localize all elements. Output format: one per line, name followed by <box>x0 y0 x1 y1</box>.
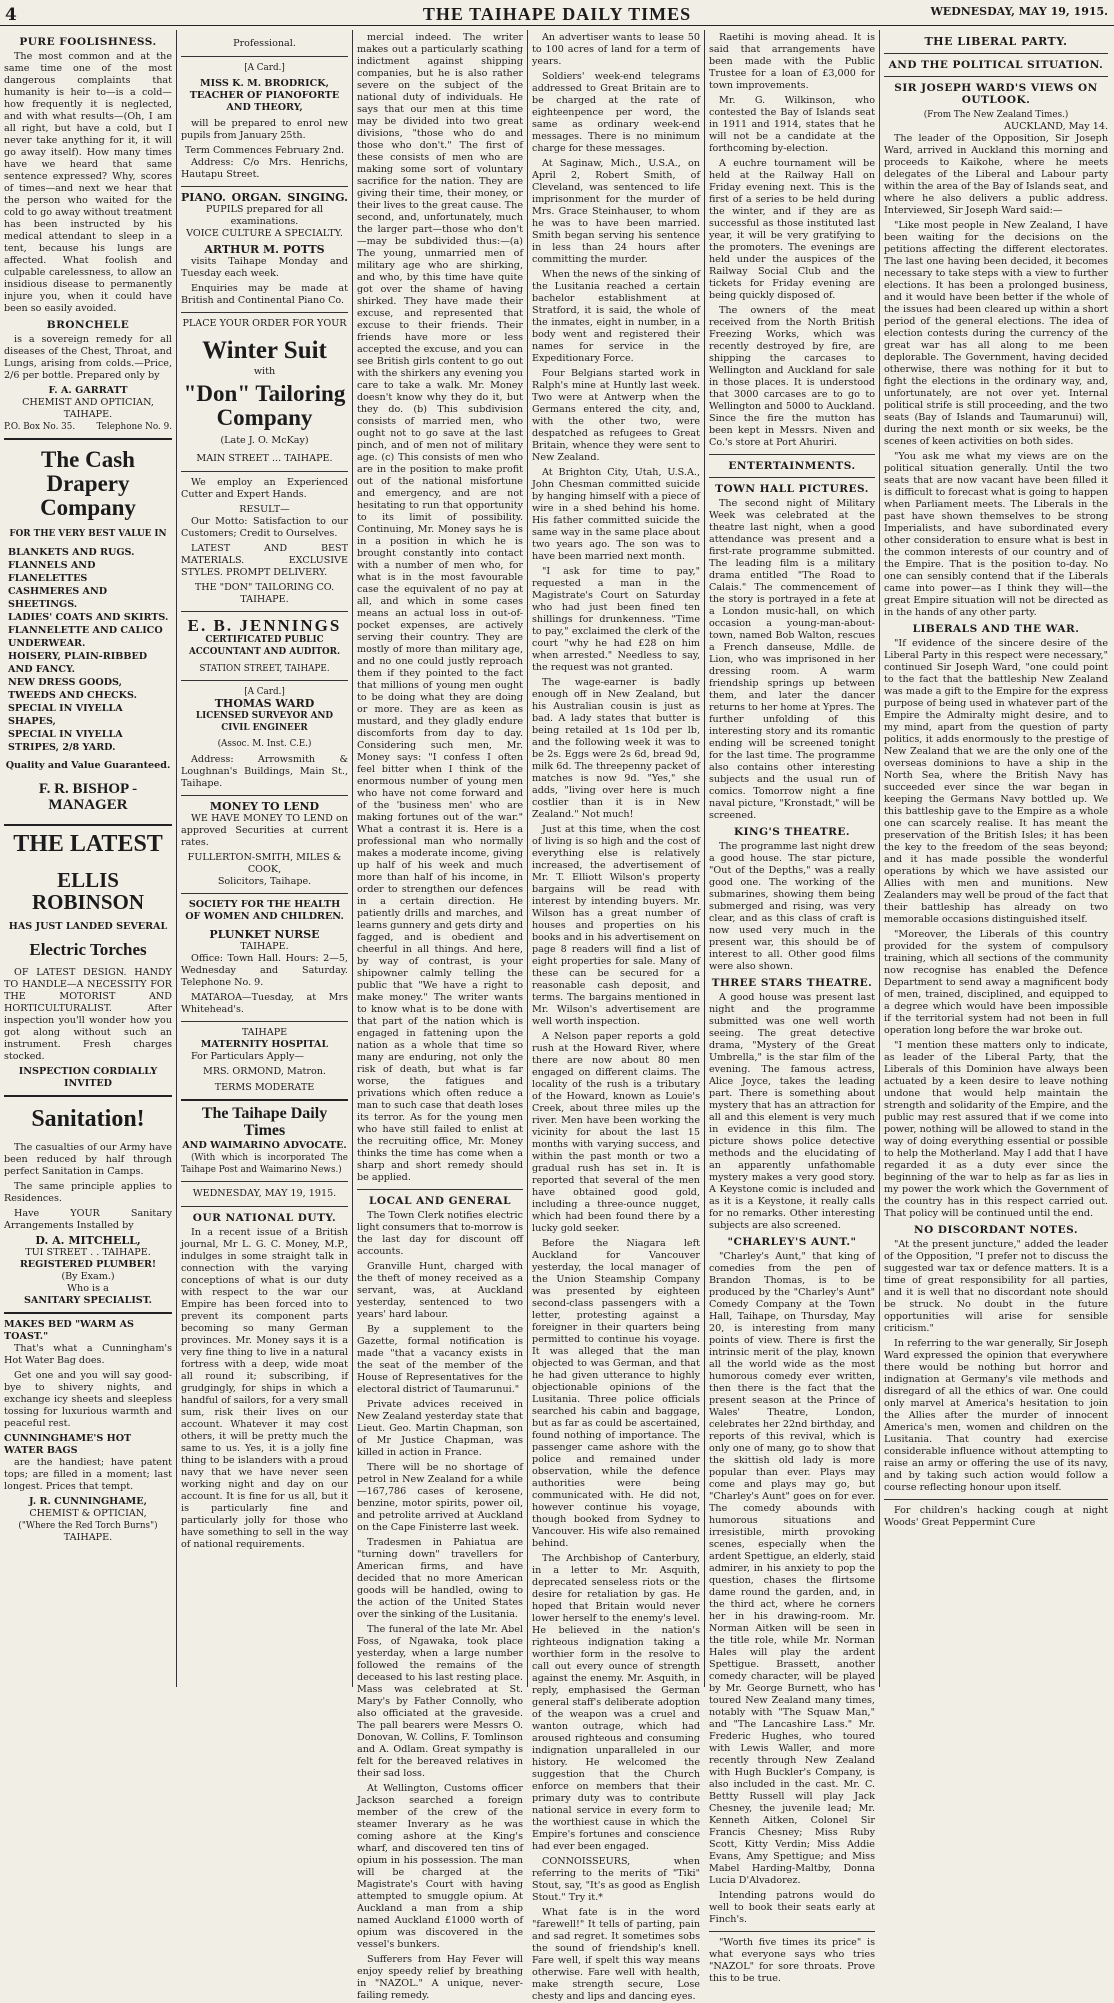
list-item: LADIES' COATS AND SKIRTS. <box>8 612 169 624</box>
headline: OUR NATIONAL DUTY. <box>192 1211 337 1224</box>
ad-text: CERTIFICATED PUBLIC ACCOUNTANT AND AUDITOR. <box>188 635 341 658</box>
ad-text: Quality and Value Guaranteed. <box>5 760 171 772</box>
news-item: An advertiser wants to lease 50 to 100 acres of land for a term of years. <box>532 32 700 67</box>
advertiser-address: TUI STREET . . TAIHAPE. <box>25 1247 151 1259</box>
list-item: FLANNELS AND FLANELETTES <box>8 560 96 585</box>
ad-text: The same principle applies to Residences. <box>4 1181 172 1205</box>
ad-headline: MATERNITY HOSPITAL <box>200 1039 329 1051</box>
ad-text: Address: C/o Mrs. Henrichs, Hautapu Street. <box>181 157 348 180</box>
news-item: At Saginaw, Mich., U.S.A., on April 2, Robert Smith, of Cleveland, was sentenced to life imprisonment for the murder of Mrs. Grace Steinhauser, to whom he was to have been married. Smith began serving his sentence in less than 24 hours after committing the murder. <box>532 158 700 265</box>
advertiser-name: THE "DON" TAILORING CO. <box>194 581 335 593</box>
subheading: SIR JOSEPH WARD'S VIEWS ON OUTLOOK. <box>894 82 1098 106</box>
list-item: SPECIAL IN VIYELLA STRIPES, 2/8 YARD. <box>8 729 123 754</box>
news-item: Just at this time, when the cost of living is so high and the cost of everything else is relatively increased, the advertisement of Mr. T. Elliott Wilson's property bargains will be read with interest by intending buyers. Mr. Wilson has a great number of houses and properties on his books and in his advertisement on page 8 readers will find a list of eight properties for sale. Many of these can be secured for a reasonable cash deposit, and terms. The bargains mentioned in Mr. Wilson's advertisement are well worth inspection. <box>532 824 700 1027</box>
news-item: Sufferers from Hay Fever will enjoy speedy relief by breathing in "NAZOL." A unique, never-failing remedy. <box>357 1954 523 2001</box>
advertiser-name: D. A. MITCHELL, <box>35 1234 141 1248</box>
ad-text: Our Motto: Satisfaction to our Customers; Credit to Ourselves. <box>181 515 348 539</box>
card-label: [A Card.] <box>244 687 285 698</box>
article-text: A good house was present last night and the programme submitted was one well worth seeing. The great detective drama, "Mystery of the Great Umbrella," is the star film of the evening. The famous actress, Alice Joyce, takes the leading part. There is something about mystery that has an attraction for all and this element is very much in evidence in this film. The picture shows police detective methods and the elucidating of an apparently unfathomable mystery makes a very good story. A Keystone comic is included and as it is a Keystone, it really calls for no remarks. Other interesting subjects are also screened. <box>709 992 875 1231</box>
article-text: The leader of the Opposition, Sir Joseph Ward, arrived in Auckland this morning and proceeds to Kaikohe, where he meets delegates of the Liberal and Labour party within the area of the Bay of Islands seat, and where he also delivers a public address. Interviewed, Sir Joseph Ward said:— <box>884 133 1108 216</box>
ad-text: RESULT— <box>239 503 290 515</box>
issue-date: WEDNESDAY, MAY 19, 1915. <box>192 1187 337 1199</box>
ad-text: INSPECTION CORDIALLY INVITED <box>18 1066 158 1090</box>
advertiser-name: ELLIS ROBINSON <box>31 868 145 915</box>
ad-text: REGISTERED PLUMBER! <box>19 1259 157 1271</box>
article-text: Intending patrons would do well to book their seats early at Finch's. <box>709 1890 875 1925</box>
ad-text: PUPILS prepared for all examinations. <box>205 204 324 227</box>
subheading: "CHARLEY'S AUNT." <box>727 1236 857 1248</box>
ad-headline: "Don" Tailoring Company <box>183 381 346 431</box>
ad-text: Get one and you will say good-bye to shivery nights, and exchange icy sheets and sleepless tossing for luxurious warmth and peaceful rest. <box>4 1370 172 1430</box>
ad-text: WE HAVE MONEY TO LEND on approved Securities at current rates. <box>181 813 348 849</box>
news-item: What fate is in the word "farewell!" It tells of parting, pain and sad regret. It sometimes sobs the sound of friendship's knell. Fare well, if spelt this way means otherwise. Fare well with health, make strength secure, Lose chesty and lips and dancing eyes. <box>532 1907 700 2002</box>
ad-text: We employ an Experienced Cutter and Expert Hands. <box>181 476 348 500</box>
ad-text: (Assoc. M. Inst. C.E.) <box>217 739 312 750</box>
ad-headline: Winter Suit <box>202 337 327 364</box>
news-item: The Archbishop of Canterbury, in a letter to Mr. Asquith, deprecated senseless riots or the desire for retaliation by gas. He hoped that Britain would never lower herself to the enemy's level. He believed in the nation's righteous indignation taking a worthier form in the resolve to call out every ounce of strength against the enemy. Mr. Asquith, in reply, emphasised the German general staff's deliberate adoption of the weapon was a cruel and wanton outrage, which had aroused righteous and consuming indignation unparalleled in our history. He welcomed the suggestion that the Church enforce on members that their primary duty was to contribute national service in every form to the worthiest cause in which the Empire's fortunes and conscience had ever been engaged. <box>532 1553 700 1852</box>
product-name: Electric Torches <box>29 940 147 960</box>
ad-text: Solicitors, Taihape. <box>217 876 312 888</box>
ad-text: SANITARY SPECIALIST. <box>24 1295 152 1307</box>
news-item: Four Belgians started work in Ralph's mine at Huntly last week. Two were at Antwerp when the Germans entered the city, and, with the other two, were despatched as refugees to Great Britain, whence they were sent to New Zealand. <box>532 368 700 463</box>
ad-text: For Particulars Apply— <box>191 1051 304 1063</box>
advertiser-town: TAIHAPE. <box>63 1532 113 1544</box>
manager-name: F. R. BISHOP - MANAGER <box>38 781 138 814</box>
ad-text: LICENSED SURVEYOR AND CIVIL ENGINEER <box>195 711 334 734</box>
ad-headline: CUNNINGHAME'S HOT WATER BAGS <box>4 1433 132 1457</box>
advertiser-town: TAIHAPE <box>241 1027 288 1039</box>
article-text: In a recent issue of a British journal, Mr L. G. C. Money, M.P., indulges in some straight talk in connection with the varying conceptions of what is our duty with respect to the war our Empire has been forced into to prevent its component parts becoming so many German provinces. Mr. Money says it is a very fine thing to live in a natural fortress with a deep, wide moat all round it; subscribing, if grudgingly, for ships in which a handful of sailors, for a very small sum, risk their lives on our account. Whatever it may cost others, it will be pretty much the same to us. Yes, it is a jolly fine thing to be islanders with a proud navy that we have never seen working night and day on our account. It is fine for us all, but it is particularly fine and particularly jolly for those who have something to sell in the way of national requirements. <box>181 1226 348 1550</box>
ad-headline: The Cash Drapery Company <box>40 447 136 521</box>
ad-item-list <box>4 546 172 754</box>
subheading: AND THE POLITICAL SITUATION. <box>888 59 1104 71</box>
news-item: CONNOISSEURS, when referring to the merits of "Tiki" Stout, say, "It's as good as English Stout." Try it.* <box>532 1856 700 1903</box>
advertiser-town: TAIHAPE. <box>63 409 113 420</box>
news-item: There will be no shortage of petrol in New Zealand for a while—167,786 cases of kerosene, benzine, motor spirits, power oil, and petrolite arrived at Auckland on the Cape Finisterre last week. <box>357 1462 523 1533</box>
subheading: THREE STARS THEATRE. <box>711 977 873 989</box>
advertiser-address: STATION STREET, TAIHAPE. <box>199 664 330 675</box>
ad-text: That's what a Cunningham's Hot Water Bag does. <box>4 1343 172 1367</box>
ad-text: Have YOUR Sanitary Arrangements Installed by <box>4 1208 172 1232</box>
advertiser-name: MRS. ORMOND, Matron. <box>203 1066 326 1078</box>
news-item: At Wellington, Customs officer Jackson searched a foreign member of the crew of the steamer Inverary as he was coming ashore at the King's wharf, and discovered ten tins of opium in his possession. The man will be charged at the Magistrate's Court with having attempted to smuggle opium. At Auckland a man from a ship named Auckland £1000 worth of opium was discovered in the vessel's bunkers. <box>357 1783 523 1950</box>
news-item: Mr. G. Wilkinson, who contested the Bay of Islands seat in 1911 and 1914, states that he will not be a candidate at the forthcoming by-election. <box>709 95 875 154</box>
headline: THE LIBERAL PARTY. <box>924 35 1068 48</box>
article-text: The programme last night drew a good house. The star picture, "Out of the Depths," was a really good one. The working of the submarines, showing them being submerged and rising, was very clear, and as this class of craft is now used very much in the present war, this should be of interest to all. Other good films were also shown. <box>709 841 875 972</box>
headline: LOCAL AND GENERAL <box>369 1195 511 1207</box>
ad-text: The casualties of our Army have been reduced by half through perfect Sanitation in Camps. <box>4 1142 172 1178</box>
ad-text: Office: Town Hall. Hours: 2—5, Wednesday and Saturday. Telephone No. 9. <box>181 953 348 989</box>
news-item: "Worth five times its price" is what everyone says who tries "NAZOL" for sore throats. Prove this to be true. <box>709 1937 875 1984</box>
ad-text: Address: Arrowsmith & Loughnan's Buildings, Main St., Taihape. <box>181 754 348 790</box>
article-text: "You ask me what my views are on the political situation generally. Until the two seats that are now vacant have been filled it is difficult to forecast what is going to happen when Parliament meets. The Liberals in the past have shown themselves to be strong Imperialists, and have subordinated every other consideration to ensure what is best in the common interests of our country and of the Empire. That is the position to-day. No one can sensibly contend that if the Liberals came into power—as I think they will—the great Empire situation will not be directed as in the hands of any other party. <box>884 451 1108 618</box>
article-text: "Moreover, the Liberals of this country provided for the system of compulsory training, which all sections of the community now recognise has enabled the Defence Department to send away a magnificent body of men, trained, disciplined, and equipped to a degree which would have been impossible if the territorial system had not been in full operation long before the war broke out. <box>884 929 1108 1036</box>
headline: ENTERTAINMENTS. <box>728 460 856 472</box>
ad-text: visits Taihape Monday and Tuesday each week. <box>181 256 348 279</box>
article-text: "At the present juncture," added the leader of the Opposition, "I prefer not to discuss the suggested war tax or defence matters. It is a time of great responsibility for all parties, and it is well that no discordant note should be struck. No doubt in the future opportunities will arise for sensible criticism." <box>884 1239 1108 1334</box>
advertiser-role: CHEMIST & OPTICIAN, <box>29 1508 147 1520</box>
subheading: LIBERALS AND THE WAR. <box>912 623 1080 635</box>
column-1 <box>0 32 176 1687</box>
headline: PURE FOOLISHNESS. <box>19 36 157 48</box>
ad-text: Enquiries may be made at British and Continental Piano Co. <box>181 283 348 306</box>
news-item: By a supplement to the Gazette, formal notification is made "that a vacancy exists in the seat of the member of the House of Representatives for the electoral district of Taumarunui." <box>357 1324 523 1395</box>
advertiser-role: CHEMIST AND OPTICIAN, <box>22 397 154 408</box>
advertiser-name: FULLERTON-SMITH, MILES & COOK, <box>187 852 342 876</box>
subheading: TOWN HALL PICTURES. <box>715 483 869 495</box>
ad-text: with <box>253 366 276 378</box>
dateline: AUCKLAND, May 14. <box>1004 121 1108 132</box>
article-text: In referring to the war generally, Sir Joseph Ward expressed the opinion that everywhere there would be nothing but horror and indignation at Germany's vile methods and disregard of all the ethics of war. One could only marvel at America's hesitation to join the Allies after the murder of innocent America's men, women and children on the Lusitania. That country had exercise considerable influence without attempting to raise an army or offering the use of its navy, and by taking such action would follow a course reflecting honour upon itself. <box>884 1338 1108 1493</box>
ad-text: AND WAIMARINO ADVOCATE. <box>182 1139 347 1151</box>
ad-headline: PLUNKET NURSE <box>209 928 320 942</box>
news-item: Soldiers' week-end telegrams addressed to Great Britain are to be charged at the rate of eighteenpence per word, the same as ordinary week-end messages. There is no minimum charge for these messages. <box>532 71 700 154</box>
subheading: KING'S THEATRE. <box>733 826 851 838</box>
ad-text: is a sovereign remedy for all diseases of the Chest, Throat, and Lungs, arising from colds.—Price, 2/6 per bottle. Prepared only by <box>4 334 172 381</box>
ad-text: (Late J. O. McKay) <box>220 434 309 446</box>
advertiser-name: J. R. CUNNINGHAME, <box>29 1496 147 1508</box>
newspaper-title: THE TAIHAPE DAILY TIMES <box>422 4 692 24</box>
ad-text: SINGING. <box>287 191 348 204</box>
list-item: FLANNELETTE AND CALICO UNDERWEAR. <box>8 625 163 650</box>
advertiser-name: MISS K. M. BRODRICK, TEACHER OF PIANOFORTE AND THEORY, <box>189 78 340 113</box>
telephone: Telephone No. 9. <box>96 422 172 432</box>
news-item: When the news of the sinking of the Lusitania reached a certain bachelor establishment at Stratford, it is said, the whole of the inmates, eight in number, in a body went and registered their names for service in the Expeditionary Force. <box>532 269 700 364</box>
ad-headline: Sanitation! <box>31 1106 145 1133</box>
ad-text: (With which is incorporated The Taihape Post and Waimarino News.) <box>181 1152 348 1175</box>
ad-text: ORGAN. <box>231 191 282 204</box>
ad-text: VOICE CULTURE A SPECIALTY. <box>186 228 343 239</box>
ad-text: LATEST AND BEST MATERIALS. EXCLUSIVE STYLES. PROMPT DELIVERY. <box>181 542 348 578</box>
news-item: Private advices received in New Zealand yesterday state that Lieut. Geo. Martin Chapman, son of Mr Justice Chapman, was killed in action in France. <box>357 1399 523 1458</box>
list-item: SPECIAL IN VIYELLA SHAPES, <box>8 703 123 728</box>
column-4 <box>528 32 704 2002</box>
ad-text: MATAROA—Tuesday, at Mrs Whitehead's. <box>181 992 348 1016</box>
ad-text: Who is a <box>67 1283 109 1295</box>
list-item: CASHMERES AND SHEETINGS. <box>8 586 108 611</box>
news-item: "I ask for time to pay," requested a man in the Magistrate's Court on Saturday who had just been fined ten shillings for drunkenness. "Time to pay," exclaimed the clerk of the court "why he had £28 on him when arrested." Needless to say, the request was not granted. <box>532 566 700 673</box>
ad-headline: MAKES BED "WARM AS TOAST." <box>4 1319 134 1343</box>
advertiser-name: THOMAS WARD <box>214 697 315 711</box>
ad-text: will be prepared to enrol new pupils from January 25th. <box>181 118 348 141</box>
article-text: "Like most people in New Zealand, I have been waiting for the decisions on the petitions affecting the different electorates. The last one having been decided, it becomes necessary to take steps with a view to further elections. It has been a prolonged business, and it would have been better if the whole of the issues had been cleared up within a short period of the general elections. The idea of election contests during the currency of the great war has all along to me been deplorable. The Government, having decided otherwise, there was nothing for it but to fight the elections in the ordinary way, and, unfortunately, are not over yet. Internal political strife is still proceeding, and the two seats (Bay of Islands and Taumarunui) will, during the next month or six weeks, be the scenes of keen activities on both sides. <box>884 220 1108 447</box>
ad-text: FOR THE VERY BEST VALUE IN <box>9 529 167 540</box>
advertiser-name: E. B. JENNINGS <box>187 615 342 635</box>
advertiser-name: ARTHUR M. POTTS <box>204 243 325 256</box>
issue-date: WEDNESDAY, MAY 19, 1915. <box>930 5 1108 18</box>
section-label: Professional. <box>233 38 296 49</box>
news-item: Tradesmen in Pahiatua are "turning down" travellers for American firms, and have decided that no more American goods will be handled, owing to the action of the United States over the sinking of the Lusitania. <box>357 1537 523 1620</box>
column-6 <box>880 32 1114 1687</box>
news-item: Raetihi is moving ahead. It is said that arrangements have been made with the Public Trustee for a loan of £3,000 for town improvements. <box>709 32 875 91</box>
list-item: NEW DRESS GOODS, TWEEDS AND CHECKS. <box>8 677 137 702</box>
news-item: Before the Niagara left Auckland for Vancouver yesterday, the local manager of the Union Steamship Company was presented by eighteen second-class passengers with a letter, protesting against a foreigner in their quarters being permitted to continue his voyage. It was alleged that the man objected to was German, and that he had given utterance to highly objectionable opinions of the Lusitania. Three police officials searched his cabin and baggage, but as far as could be ascertained, found nothing of importance. The passenger came ashore with the police and remained under observation, while the defence authorities were being communicated with. He did not, however continue his voyage, though booked from Sydney to Vancouver. His wife also remained behind. <box>532 1238 700 1549</box>
article-text: "I mention these matters only to indicate, as leader of the Liberal Party, that the Liberals of this Dominion have always been actuated by a keen desire to leave nothing undone that would help maintain the strength and solidarity of the Empire, and the public may rest assured that if we come into power, nothing will be allowed to stand in the way of doing everything essential or possible to help the Motherland. May I add that I have regarded it as a duty ever since the beginning of the war to help as far as lies in my power the work which the Government of the country has in this respect carried out. That policy will be continued until the end. <box>884 1040 1108 1219</box>
news-item: A Nelson paper reports a gold rush at the Howard River, where there are now about 80 men engaged on different claims. The locality of the rush is a tributary of the Howard, known as Louie's Creek, about three miles up the river. Men have been working the vicinity for about the last 15 months with varying success, and within the past month or two a gradual rush has set in. It is reported that several of the men have obtained good gold, including a three-ounce nugget, which had been found there by a lucky gold seeker. <box>532 1031 700 1234</box>
article-text: mercial indeed. The writer makes out a particularly scathing indictment against shipping companies, but he is also rather severe on the subject of the national duty of individuals. He says that our men at this time may be divided into two great divisions, "those who do and those who don't." The first of these consists of men who are making some sort of voluntary sacrifice for the nation. They are giving their time, their money, or their lives to the great cause. The second, and, unfortunately, much the larger part—those who don't—may be subdivided thus:—(a) The young, unmarried men of military age who are shirking, and who, by this time have quite got over the shame of having shirked. They have made their excuse, and represented that excuse to their friends. Their friends have more or less accepted the excuse, and you can see British girls content to go out with the shirkers any evening you care to take a walk. Mr. Money doesn't know why they do it, but they do. (b) This subdivision consists of married men, who ought not to go save at the last pinch, and of men not of military age. (c) This consists of men who are in the position to make profit out of the national misfortune and emergency, and are not hesitating to run that opportunity to its limit of possibility. Continuing, Mr. Money says he is in a position in which he is brought constantly into contact with a number of men who, for what is in the most favourable case the equivalent of no pay at all, and which in some cases means an actual loss in out-of-pocket expenses, are actively serving their country. They are mostly of more than military age, and no one could justly reproach them if they pointed to the fact that millions of young men ought to be doing what they are doing or more. They are as keen as mustard, and they gladly endure discomforts from day to day. Considering such men, Mr. Money says: "I confess I often feel bitter when I think of the enormous number of young men who have not come forward and of the 'business men' who are making fortunes out of the war." What a contrast it is. Here is a professional man who normally makes a moderate income, giving up half of his week and much more than half of his income, in order to strengthen our defences in a certain direction. He patiently drills and marches, and learns gunnery and gets dirty and fagged, and is obedient and cheerful in all things. And here, by way of contrast, is your shipowner calmly telling the public that "We have a right to make money." The writer wants to know what is to be done with that part of the nation which is engaged in fattening upon the nation as a whole that time so many are enduring, not only the risk of death, but what is far worse, the fatigues and privations which often reduce a man to such case that death loses its terror. As for the young men who have still failed to enlist at the recruiting office, Mr. Money thinks the time has come when a sharp and short remedy should be applied. <box>357 32 523 1183</box>
masthead <box>0 0 1114 26</box>
ad-text: TERMS MODERATE <box>214 1082 315 1094</box>
ad-text: are the handiest; have patent tops; are filled in a moment; last longest. Prices that tempt. <box>4 1457 172 1493</box>
article-text: "Charley's Aunt," that king of comedies from the pen of Brandon Thomas, is to be produced by the "Charley's Aunt" Comedy Company at the Town Hall, Taihape, on Thursday, May 20, is interesting from many points of view. There is first the intrinsic merit of the play, known all the world wide as the most humorous comedy ever written, then there is the fact that the present season at the Prince of Wales' Theatre, London, celebrates her 22nd birthday, and reports of this revival, which is only one of many, go to show that the skittish old lady is more popular than ever. Plays may come and plays may go, but "Charley's Aunt" goes on for ever. The comedy abounds with humorous situations and irresistible, mirth provoking scenes, especially when the ardent Spettigue, an elderly, staid admirer, in his anxiety to pop the question, chases the flirtsome dame round the garden, and, in the third act, where he corners her in his drawing-room. Mr. Norman Aitken will be seen in the title role, while Mr. Norman Hales will play the ardent Spettigue. Brassett, another comedy character, will be played by Mr. George Burnett, who has toured New Zealand many times, notably with "The Squaw Man," and "The Lancashire Lass." Mr. Frederic Hughes, who toured with Lewis Waller, and more recently through New Zealand with Hugh Buckler's Company, is also included in the cast. Mr. C. Bettty Russell will play Jack Chesney, the juvenile lead; Mr. Kenneth Aitken, Colonel Sir Francis Chesney; Miss Ruby Scott, Kitty Verdin; Miss Addie Evans, Amy Spettigue; and Miss Mabel Harding-Maltby, Donna Lucia D'Alvadorez. <box>709 1251 875 1886</box>
column-3 <box>353 32 527 2001</box>
subheading: NO DISCORDANT NOTES. <box>914 1224 1078 1236</box>
ad-text: MAIN STREET ... TAIHAPE. <box>196 452 333 464</box>
card-label: [A Card.] <box>244 63 285 73</box>
product-name: BRONCHELE <box>46 319 130 331</box>
ad-text: HAS JUST LANDED SEVERAL <box>8 921 168 933</box>
ad-text: (By Exam.) <box>61 1271 115 1283</box>
column-5 <box>705 32 879 1984</box>
advertiser-name: F. A. GARRATT <box>48 385 128 396</box>
news-item: The funeral of the late Mr. Abel Foss, of Ngawaka, took place yesterday, when a large number followed the remains of the deceased to his last resting place. Mass was celebrated at St. Mary's by Father Connolly, who also officiated at the graveside. The pall bearers were Messrs O. Donovan, W. Collins, F. Tomlinson and A. Odlam. Great sympathy is felt for the bereaved relatives in their sad loss. <box>357 1624 523 1779</box>
news-item: For children's hacking cough at night Woods' Great Peppermint Cure <box>884 1505 1108 1528</box>
article-text: "If evidence of the sincere desire of the Liberal Party in this respect were necessary," continued Sir Joseph Ward, "one could point to the fact that the battleship New Zealand was made a gift to the Empire for the express purpose of being used in whatever part of the Empire the Admiralty might desire, and to my mind, apart from the question of party politics, it adds enormously to the prestige of New Zealand that we are the only one of the overseas dominions to have a ship in the North Sea, where the British Navy has succeeded ever since the war began in keeping the Germans Navy bottled up. We this battleship gave to the Empire as a whole one can scarcely realise. It has meant the preservation of the British Isles; it has been the key to the freedom of the seas beyond; and it has made possible the wonderful operations by which we have assisted our Allies with men and munitions. New Zealanders may well be proud of the fact that their battleship has already on two memorable occasions distinguished itself. <box>884 638 1108 925</box>
source-credit: (From The New Zealand Times.) <box>923 110 1069 120</box>
column-2 <box>177 32 352 1687</box>
newspaper-title: The Taihape Daily Times <box>201 1105 328 1140</box>
news-item: The Town Clerk notifies electric light consumers that to-morrow is the last day for discount off accounts. <box>357 1210 523 1257</box>
news-item: The wage-earner is badly enough off in New Zealand, but his Australian cousin is just as bad. A lady states that butter is being retailed at 1s 10d per lb, and the following week it was to be 2s. Eggs were 2s 6d, bread 9d, milk 6d. The threepenny packet of matches is now 9d. "Yes," she adds, "living over here is much costlier than it is in New Zealand." Not much! <box>532 677 700 820</box>
advertiser-town: TAIHAPE. <box>240 593 289 605</box>
news-item: A euchre tournament will be held at the Railway Hall on Friday evening next. This is the first of a series to be held during the winter, and if they are as successful as those instituted last year, it will be very gratifying to the promoters. The evenings are held under the auspices of the Railway Social Club and the tickets for Friday evening are being quickly disposed of. <box>709 158 875 301</box>
po-box: P.O. Box No. 35. <box>4 422 76 432</box>
ad-text: Term Commences February 2nd. <box>184 145 345 156</box>
list-item: BLANKETS AND RUGS. <box>8 547 135 559</box>
list-item: HOISERY, PLAIN-RIBBED AND FANCY. <box>8 651 148 676</box>
ad-text: PLACE YOUR ORDER FOR YOUR <box>182 318 347 329</box>
ad-headline: SOCIETY FOR THE HEALTH OF WOMEN AND CHILDREN. <box>185 899 344 923</box>
news-item: At Brighton City, Utah, U.S.A., John Chesman committed suicide by hanging himself with a piece of wire in a shed behind his home. His father committed suicide the same way in the same place about two years ago. The son was to have been married next month. <box>532 467 700 562</box>
article-text: The most common and at the same time one of the most dangerous complaints that humanity is heir to—is a cold—how frequently it is neglected, and with what results—(Oh, I am all right, but have a cold, but I never take anything for it, it will go away itself). How many times have we heard that same sentence expressed? Why, scores of times—and next we hear that the person who waited for the cold to go away without treatment has been instructed by his medical attendant to sleep in a tent, because his lungs are affected. What foolish and culpable carelessness, to allow an insidious disease to permanently injure you, when it could have been so easily avoided. <box>4 51 172 314</box>
ad-headline: THE LATEST <box>13 830 163 857</box>
advertiser-town: TAIHAPE. <box>240 941 289 953</box>
ad-text: ("Where the Red Torch Burns") <box>18 1521 158 1532</box>
page-number: 4 <box>5 5 17 25</box>
ad-text: PIANO. <box>181 191 226 204</box>
news-item: Granville Hunt, charged with the theft of money received as a servant, was, at Auckland yesterday, sentenced to two years' hard labour. <box>357 1261 523 1320</box>
article-text: The second night of Military Week was celebrated at the theatre last night, when a good attendance was present and a first-rate programme submitted. The leading film is a military drama entitled "The Road to Calais." The commencement of the story is portrayed in a fete at a London music-hall, on which occasion a young-man-about-town, named Bob Walton, rescues a French danseuse, Mdlle. de Lion, who was imprisoned in her dressing room. A warm friendship springs up between them, and later the dancer returns to her home at Ypres. The further unfolding of this interesting story and its romantic ending will be screened tonight for the last time. The programme also contains other interesting subjects and the usual run of comics. Tomorrow night a fine naval picture, "Kronstadt," will be screened. <box>709 498 875 821</box>
ad-text: OF LATEST DESIGN. HANDY TO HANDLE—A NECESSITY FOR THE MOTORIST AND HORTICULTURALIST. After inspection you'll wonder how you got along without such an instrument. Fresh charges stocked. <box>4 967 172 1063</box>
ad-headline: MONEY TO LEND <box>209 800 320 814</box>
news-item: The owners of the meat received from the North British Freezing Works, which was recently destroyed by fire, are shipping the carcases to Wellington and Auckland for sale in those places. It is understood that 3000 carcases are to go to Wellington and 5000 to Auckland. Since the fire the mutton has been kept in Messrs. Niven and Co.'s store at Port Ahuriri. <box>709 305 875 448</box>
